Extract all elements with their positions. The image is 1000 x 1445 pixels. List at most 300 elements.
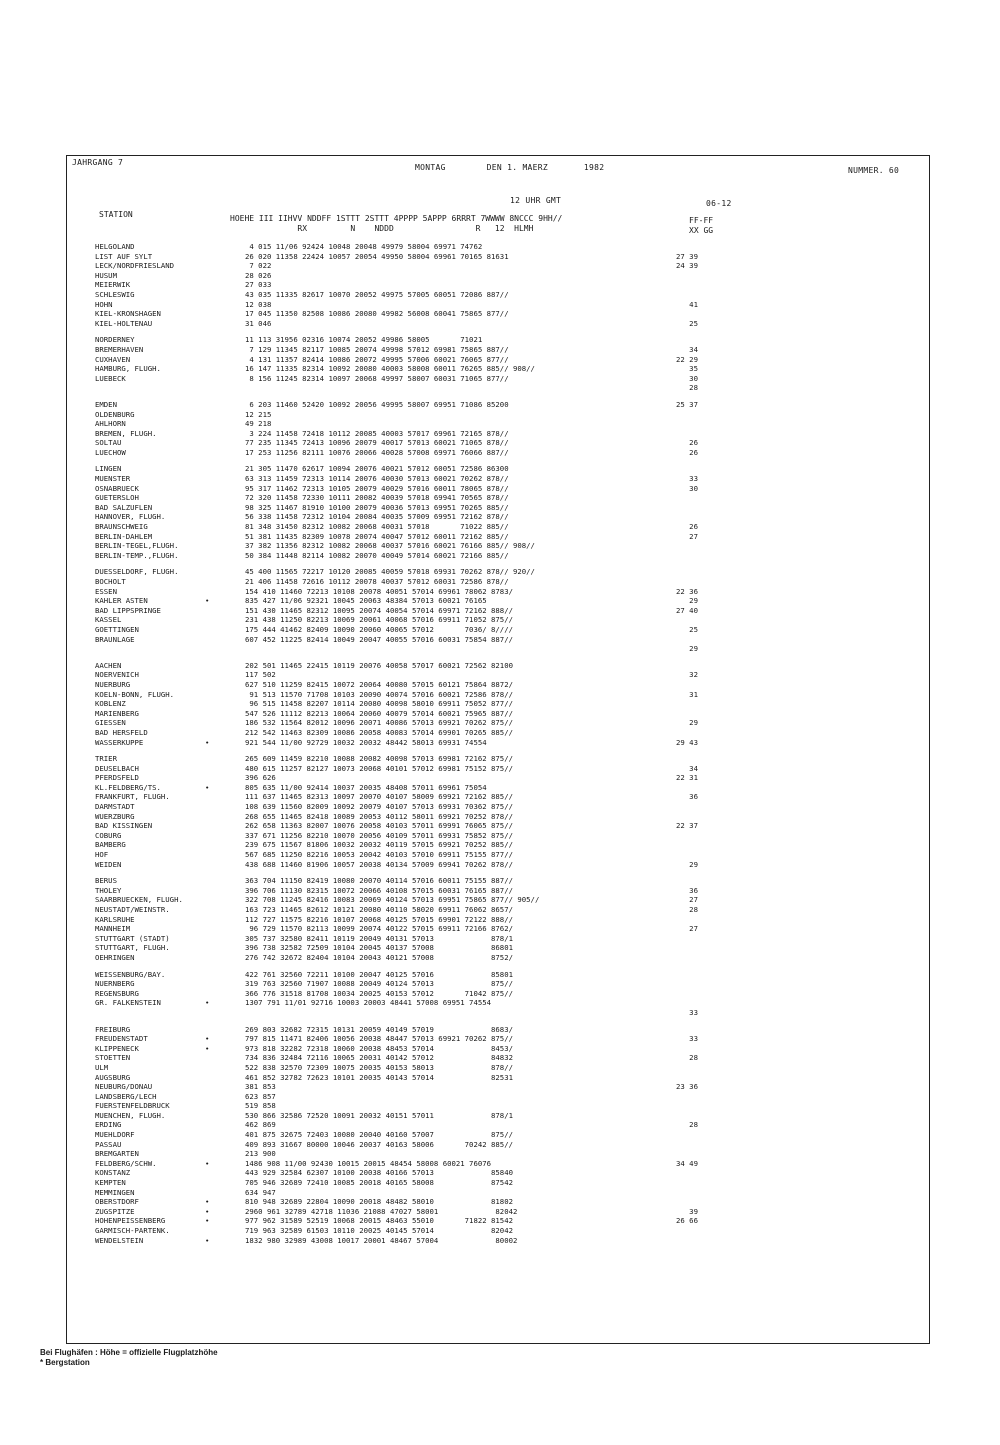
station-name: BOCHOLT xyxy=(95,577,126,586)
observation-codes: 810 948 32689 22804 10090 20018 48482 58010 81802 xyxy=(245,1197,513,1207)
observation-codes: 37 382 11356 82312 10082 20068 40037 57016 60021 76166 885// 908// xyxy=(245,541,535,551)
station-name: WUERZBURG xyxy=(95,811,135,821)
station-name: PASSAU xyxy=(95,1139,122,1149)
observation-codes: 7 022 xyxy=(245,261,272,271)
station-name: NEUBURG/DONAU xyxy=(95,1082,153,1092)
station-row xyxy=(95,1178,925,1188)
station-name: NORDERNEY xyxy=(95,335,135,345)
observation-codes: 921 544 11/00 92729 10032 20032 48442 58013 69931 74554 xyxy=(245,737,487,747)
station-row xyxy=(95,290,925,300)
wind-gust-values: 31 xyxy=(676,689,698,699)
station-name: AUGSBURG xyxy=(95,1072,131,1082)
station-row xyxy=(95,840,925,850)
observation-codes: 12 038 xyxy=(245,299,272,309)
station-name: BAD SALZUFLEN xyxy=(95,502,153,512)
mountain-station-marker: • xyxy=(205,998,210,1008)
observation-codes: 480 615 11257 82127 10073 20068 40101 57012 69981 75152 875// xyxy=(245,763,513,773)
wind-gust-values: 27 39 xyxy=(676,251,698,261)
observation-codes: 21 406 11458 72616 10112 20078 40037 57012 60031 72586 878// xyxy=(245,577,509,586)
station-column-header: STATION xyxy=(99,210,133,219)
station-name: WENDELSTEIN xyxy=(95,1235,144,1245)
station-name: BAD HERSFELD xyxy=(95,727,148,737)
station-row xyxy=(95,1053,925,1063)
wind-gust-values: 36 xyxy=(676,885,698,895)
station-row xyxy=(95,1063,925,1073)
station-row xyxy=(95,493,925,503)
mountain-station-marker: • xyxy=(205,737,210,747)
observation-codes: 276 742 32672 82404 10104 20043 40121 57008 8752/ xyxy=(245,952,513,962)
station-row xyxy=(95,924,925,934)
station-row xyxy=(95,374,925,384)
station-row xyxy=(95,718,925,728)
station-name: BERLIN-TEMP.,FLUGH. xyxy=(95,550,179,560)
station-row xyxy=(95,699,925,709)
station-row xyxy=(95,792,925,802)
station-row xyxy=(95,606,925,616)
station-name: KONSTANZ xyxy=(95,1168,131,1178)
station-name: ZUGSPITZE xyxy=(95,1206,135,1216)
observation-codes: 4 015 11/06 92424 10048 20048 49979 58004 69971 74762 xyxy=(245,242,483,251)
station-name: HANNOVER, FLUGH. xyxy=(95,512,166,522)
wind-gust-values: 29 xyxy=(676,644,698,654)
mountain-station-marker: • xyxy=(205,1206,210,1216)
station-row xyxy=(95,532,925,542)
observation-codes: 363 704 11150 82419 10080 20070 40114 57016 60011 75155 887// xyxy=(245,876,513,886)
station-name: KLIPPENECK xyxy=(95,1043,139,1053)
station-name: LANDSBERG/LECH xyxy=(95,1091,157,1101)
wind-gust-values: 28 xyxy=(676,905,698,914)
station-row xyxy=(95,1082,925,1092)
mountain-station-marker: • xyxy=(205,1043,210,1053)
station-row xyxy=(95,850,925,860)
station-name: WEIDEN xyxy=(95,859,122,869)
station-name: MUEHLDORF xyxy=(95,1130,135,1140)
station-row xyxy=(95,783,925,793)
station-name: BAD KISSINGEN xyxy=(95,821,153,831)
station-row xyxy=(95,615,925,625)
station-group xyxy=(95,661,925,747)
footnote-mountain-station: * Bergstation xyxy=(40,1358,90,1367)
observation-codes: 96 515 11458 82207 10114 20080 40098 58010 69911 75052 877// xyxy=(245,699,513,709)
observation-codes: 623 857 xyxy=(245,1091,276,1101)
observation-codes: 95 317 11462 72313 10105 20079 40029 57016 60011 78065 878// xyxy=(245,483,509,493)
station-row xyxy=(95,1149,925,1159)
station-name: HUSUM xyxy=(95,270,117,280)
station-name: THOLEY xyxy=(95,885,122,895)
wind-gust-values: 34 xyxy=(676,763,698,773)
wind-gust-values: 25 xyxy=(676,624,698,634)
wind-gust-values: 27 40 xyxy=(676,605,698,615)
station-name: LECK/NORDFRIESLAND xyxy=(95,261,175,271)
station-row xyxy=(95,970,925,980)
station-name: GR. FALKENSTEIN xyxy=(95,998,161,1008)
station-name: ULM xyxy=(95,1062,109,1072)
observation-codes: 422 761 32560 72211 10100 20047 40125 57016 85801 xyxy=(245,969,513,979)
station-row xyxy=(95,764,925,774)
station-name: BERLIN-DAHLEM xyxy=(95,531,153,541)
station-name: OBERSTDORF xyxy=(95,1197,139,1207)
observation-codes: 112 727 11575 82216 10107 20068 40125 57015 69901 72122 888// xyxy=(245,914,513,924)
issue-number: NUMMER. 60 xyxy=(848,166,900,175)
observation-codes: 443 929 32584 62307 10100 20038 40166 57013 85840 xyxy=(245,1168,513,1178)
station-group xyxy=(95,242,925,328)
wind-gust-values: 34 49 xyxy=(676,1158,698,1168)
station-row xyxy=(95,1168,925,1178)
observation-codes: 973 818 32282 72318 10060 20038 48453 57014 8453/ xyxy=(245,1043,513,1053)
station-row xyxy=(95,661,925,671)
observation-codes: 734 836 32484 72116 10065 20031 40142 57012 84832 xyxy=(245,1053,513,1063)
station-row xyxy=(95,464,925,474)
wind-gust-values: 22 31 xyxy=(676,773,698,783)
wind-gust-values: 25 xyxy=(676,318,698,328)
wind-gust-values: 29 xyxy=(676,859,698,869)
station-name: HOHN xyxy=(95,299,113,309)
station-name: REGENSBURG xyxy=(95,988,139,998)
mountain-station-marker: • xyxy=(205,1235,210,1245)
station-row xyxy=(95,484,925,494)
station-row xyxy=(95,319,925,329)
station-name: DUESSELDORF, FLUGH. xyxy=(95,567,179,577)
station-row xyxy=(95,754,925,764)
station-row xyxy=(95,261,925,271)
station-name: WASSERKUPPE xyxy=(95,737,144,747)
station-name: KIEL-HOLTENAU xyxy=(95,318,153,328)
station-name: BERUS xyxy=(95,876,117,886)
observation-codes: 319 763 32560 71907 10088 20049 40124 57013 875// xyxy=(245,979,513,989)
station-row xyxy=(95,400,925,410)
station-row xyxy=(95,1111,925,1121)
observation-codes: 6 203 11460 52420 10092 20056 49995 58007 69951 71086 85200 xyxy=(245,399,509,409)
station-row xyxy=(95,242,925,252)
wind-gust-values: 29 xyxy=(676,718,698,728)
station-row xyxy=(95,1092,925,1102)
observation-codes: 627 510 11259 82415 10072 20064 40080 57015 60121 75864 8872/ xyxy=(245,679,513,689)
observation-codes: 49 218 xyxy=(245,419,272,429)
mountain-station-marker: • xyxy=(205,1216,210,1226)
station-name: MUENCHEN, FLUGH. xyxy=(95,1110,166,1120)
station-name: BERLIN-TEGEL,FLUGH. xyxy=(95,541,179,551)
observation-codes: 977 962 31589 52519 10068 20015 48463 55010 71822 81542 xyxy=(245,1216,513,1226)
station-name: GUETERSLOH xyxy=(95,493,139,503)
station-row xyxy=(95,943,925,953)
wind-gust-values: 26 xyxy=(676,447,698,457)
observation-codes: 12 215 xyxy=(245,409,272,419)
observation-codes: 151 430 11465 82312 10095 20074 40054 57014 69971 72162 888// xyxy=(245,605,513,615)
station-row xyxy=(95,895,925,905)
station-name: BREMEN, FLUGH. xyxy=(95,428,157,438)
station-name: GOETTINGEN xyxy=(95,624,139,634)
station-row xyxy=(95,934,925,944)
station-row xyxy=(95,1159,925,1169)
wind-gust-values: 39 xyxy=(676,1206,698,1216)
wind-gust-values: 29 43 xyxy=(676,737,698,747)
station-row xyxy=(95,709,925,719)
observation-codes: 16 147 11335 82314 10092 20080 40003 58008 60011 76265 885// 908// xyxy=(245,364,535,374)
station-row xyxy=(95,812,925,822)
station-row xyxy=(95,309,925,319)
wind-gust-values: 26 xyxy=(676,438,698,448)
station-row xyxy=(95,1025,925,1035)
mountain-station-marker: • xyxy=(205,782,210,792)
observation-codes: 607 452 11225 82414 10049 20047 40055 57016 60031 75854 887// xyxy=(245,634,513,644)
station-name: NUERNBERG xyxy=(95,979,135,989)
station-row xyxy=(95,410,925,420)
station-row xyxy=(95,1207,925,1217)
observation-codes: 1307 791 11/01 92716 10003 20003 48441 57008 69951 74554 xyxy=(245,998,492,1008)
observation-codes: 265 609 11459 82210 10088 20082 40098 57013 69981 72162 875// xyxy=(245,754,513,764)
observation-codes: 96 729 11570 82113 10099 20074 40122 57015 69911 72166 8762/ xyxy=(245,924,513,934)
station-row xyxy=(95,1188,925,1198)
observation-codes: 567 685 11250 82216 10053 20042 40103 57010 69911 75155 877// xyxy=(245,850,513,860)
observation-codes: 797 815 11471 82406 10056 20038 48447 57013 69921 70262 875// xyxy=(245,1034,513,1044)
observation-codes: 111 637 11465 82313 10097 20070 40107 58009 69921 72162 885// xyxy=(245,792,513,802)
observation-codes: 11 113 31956 02316 10074 20052 49986 58005 71021 xyxy=(245,335,483,345)
station-group xyxy=(95,335,925,393)
station-name: TRIER xyxy=(95,754,117,764)
observation-codes: 8 156 11245 82314 10097 20068 49997 58007 60031 71065 877// xyxy=(245,373,509,383)
observation-codes: 27 033 xyxy=(245,280,272,290)
observation-codes: 50 384 11448 82114 10082 20070 40049 57014 60021 72166 885// xyxy=(245,550,509,560)
wind-gust-values: 29 xyxy=(676,596,698,606)
wind-gust-values: 30 xyxy=(676,483,698,493)
observation-codes: 2960 961 32789 42718 11036 21088 47027 58001 82042 xyxy=(245,1206,518,1216)
station-name: HOF xyxy=(95,850,109,860)
station-row xyxy=(95,860,925,870)
wind-gust-values: 22 36 xyxy=(676,586,698,596)
observation-codes: 835 427 11/06 92321 10045 20063 48384 57013 60021 76165 xyxy=(245,596,487,606)
station-name: KASSEL xyxy=(95,615,122,625)
station-row xyxy=(95,512,925,522)
observation-codes: 51 381 11435 82309 10078 20074 40047 57012 60011 72162 885// xyxy=(245,531,509,541)
wind-gust-values: 30 xyxy=(676,373,698,383)
ff-header-line-2: XX GG xyxy=(689,226,714,235)
station-name: DEUSELBACH xyxy=(95,763,139,773)
observation-codes: 175 444 41462 82409 10090 20060 40065 57012 7036/ 8//// xyxy=(245,624,513,634)
station-name: GARMISCH-PARTENK. xyxy=(95,1226,170,1235)
station-name: ESSEN xyxy=(95,586,117,596)
station-row xyxy=(95,680,925,690)
station-row xyxy=(95,773,925,783)
station-row xyxy=(95,419,925,429)
ff-header-line-1: FF-FF xyxy=(689,216,714,225)
wind-gust-values: 26 66 xyxy=(676,1216,698,1226)
station-name: EMDEN xyxy=(95,399,117,409)
observation-codes: 212 542 11463 82309 10086 20058 40083 57014 69901 70265 885// xyxy=(245,727,513,737)
observation-codes: 163 723 11465 82612 10121 20080 40110 58020 69911 76062 8657/ xyxy=(245,905,513,914)
station-name: HELGOLAND xyxy=(95,242,135,251)
station-name: BREMERHAVEN xyxy=(95,344,144,354)
observation-codes: 17 253 11256 82111 10076 20066 40028 57008 69971 76066 887// xyxy=(245,447,509,457)
wind-gust-values: 33 xyxy=(676,1034,698,1044)
observation-codes: 43 035 11335 82617 10070 20052 49975 57005 60051 72086 887// xyxy=(245,289,509,299)
station-name: LUEBECK xyxy=(95,373,126,383)
observation-codes: 28 026 xyxy=(245,270,272,280)
observation-codes: 117 502 xyxy=(245,670,276,680)
observation-codes: 366 776 31518 81708 10034 20025 40153 57012 71042 875// xyxy=(245,988,513,998)
station-name: STOETTEN xyxy=(95,1053,131,1063)
station-row xyxy=(95,1197,925,1207)
observation-codes: 462 869 xyxy=(245,1120,276,1130)
station-name: HOHENPEISSENBERG xyxy=(95,1216,166,1226)
mountain-station-marker: • xyxy=(205,1158,210,1168)
station-row xyxy=(95,300,925,310)
station-name: AHLHORN xyxy=(95,419,126,429)
station-name: LIST AUF SYLT xyxy=(95,251,153,261)
wind-gust-values: 22 37 xyxy=(676,821,698,831)
station-row xyxy=(95,1130,925,1140)
station-group xyxy=(95,754,925,869)
station-row xyxy=(95,596,925,606)
station-row xyxy=(95,541,925,551)
station-row xyxy=(95,635,925,645)
station-name: BAMBERG xyxy=(95,840,126,850)
station-row xyxy=(95,886,925,896)
station-row xyxy=(95,271,925,281)
station-name: LUECHOW xyxy=(95,447,126,457)
observation-codes: 268 655 11465 82418 10089 20053 40112 58011 69921 70252 878// xyxy=(245,811,513,821)
station-name: MANNHEIM xyxy=(95,924,131,934)
station-name: MEIERWIK xyxy=(95,280,131,290)
station-name: KL.FELDBERG/TS. xyxy=(95,782,161,792)
observation-codes: 186 532 11564 82012 10096 20071 40086 57013 69921 70262 875// xyxy=(245,718,513,728)
observation-codes: 547 526 11112 82213 10064 20060 40079 57014 60021 75965 887// xyxy=(245,708,513,718)
station-row xyxy=(95,1008,925,1018)
mountain-station-marker: • xyxy=(205,1197,210,1207)
observation-codes: 45 400 11565 72217 10120 20085 40059 57018 69931 70262 878// 920// xyxy=(245,567,535,577)
station-row xyxy=(95,503,925,513)
station-group xyxy=(95,400,925,458)
station-name: BREMGARTEN xyxy=(95,1149,139,1159)
wind-gust-values: 33 xyxy=(676,474,698,484)
observation-codes: 63 313 11459 72313 10114 20076 40030 57013 60021 70262 878// xyxy=(245,474,509,484)
station-name: FREUDENSTADT xyxy=(95,1034,148,1044)
wind-gust-values: 22 29 xyxy=(676,354,698,364)
station-row xyxy=(95,1226,925,1236)
wind-gust-values: 27 xyxy=(676,531,698,541)
station-row xyxy=(95,383,925,393)
station-name: SCHLESWIG xyxy=(95,289,135,299)
station-row xyxy=(95,876,925,886)
station-name: OLDENBURG xyxy=(95,409,135,419)
station-name: ERDING xyxy=(95,1120,122,1130)
observation-codes: 56 338 11458 72312 10104 20084 40035 57009 69951 72162 878// xyxy=(245,512,509,522)
station-group xyxy=(95,876,925,962)
station-name: HAMBURG, FLUGH. xyxy=(95,364,161,374)
station-row xyxy=(95,551,925,561)
observation-codes: 396 738 32582 72509 10104 20045 40137 57008 86801 xyxy=(245,943,513,953)
station-row xyxy=(95,1034,925,1044)
station-row xyxy=(95,979,925,989)
observation-codes: 269 803 32682 72315 10131 20059 40149 57019 8683/ xyxy=(245,1024,513,1034)
station-row xyxy=(95,345,925,355)
observation-codes: 7 129 11345 82117 10085 20074 49998 57012 69981 75865 887// xyxy=(245,344,509,354)
observation-codes: 154 410 11460 72213 10108 20078 40051 57014 69961 78062 8783/ xyxy=(245,586,513,596)
observation-codes: 26 020 11358 22424 10057 20054 49950 58004 69961 70165 81631 xyxy=(245,251,509,261)
station-row xyxy=(95,252,925,262)
observation-time: 12 UHR GMT xyxy=(510,196,562,205)
wind-gust-values: 25 37 xyxy=(676,399,698,409)
station-name: MARIENBERG xyxy=(95,708,139,718)
volume-label: JAHRGANG 7 xyxy=(72,158,124,167)
observation-codes: 77 235 11345 72413 10096 20079 40017 57013 60021 71065 878// xyxy=(245,438,509,448)
station-row xyxy=(95,998,925,1008)
station-name: DARMSTADT xyxy=(95,802,135,812)
observation-codes: 81 348 31450 82312 10082 20068 40031 57018 71022 885// xyxy=(245,522,509,532)
station-row xyxy=(95,474,925,484)
station-row xyxy=(95,577,925,587)
mountain-station-marker: • xyxy=(205,1034,210,1044)
station-row xyxy=(95,1044,925,1054)
wind-gust-values: 26 xyxy=(676,522,698,532)
station-row xyxy=(95,1101,925,1111)
wind-gust-values: 28 xyxy=(676,1120,698,1130)
time-range: 06-12 xyxy=(706,199,732,208)
station-name: STUTTGART (STADT) xyxy=(95,933,170,943)
observation-codes: 202 501 11465 22415 10119 20076 40058 57017 60021 72562 82100 xyxy=(245,660,513,670)
station-row xyxy=(95,280,925,290)
wind-gust-values: 41 xyxy=(676,299,698,309)
observation-codes: 1832 980 32989 43008 10017 20001 48467 57004 80002 xyxy=(245,1235,518,1245)
station-name: OEHRINGEN xyxy=(95,952,135,962)
wind-gust-values: 33 xyxy=(676,1007,698,1017)
observation-codes: 719 963 32589 61503 10110 20025 40145 57014 82042 xyxy=(245,1226,513,1235)
station-table xyxy=(95,242,925,1252)
station-row xyxy=(95,953,925,963)
station-name: FUERSTENFELDBRUCK xyxy=(95,1101,170,1111)
station-row xyxy=(95,644,925,654)
station-row xyxy=(95,1120,925,1130)
wind-gust-values: 36 xyxy=(676,792,698,802)
observation-codes: 31 046 xyxy=(245,318,272,328)
observation-codes: 305 737 32580 82411 10119 20049 40131 57013 878/1 xyxy=(245,933,513,943)
station-name: BRAUNSCHWEIG xyxy=(95,522,148,532)
observation-codes: 3 224 11458 72418 10112 20085 40003 57017 69961 72165 878// xyxy=(245,428,509,438)
station-name: COBURG xyxy=(95,830,122,840)
station-name: FREIBURG xyxy=(95,1024,131,1034)
station-row xyxy=(95,670,925,680)
observation-codes: 530 866 32586 72520 10091 20032 40151 57011 878/1 xyxy=(245,1110,513,1120)
observation-codes: 805 635 11/00 92414 10037 20035 48408 57011 69961 75054 xyxy=(245,782,487,792)
station-row xyxy=(95,448,925,458)
station-name: LINGEN xyxy=(95,464,122,474)
observation-codes: 21 305 11470 62617 10094 20076 40021 57012 60051 72586 86300 xyxy=(245,464,509,474)
code-header-line-1: HOEHE III IIHVV NDDFF 1STTT 2STTT 4PPPP 5APPP 6RRRT 7WWWW 8NCCC 9HH// xyxy=(230,214,563,223)
station-name: KIEL-KRONSHAGEN xyxy=(95,309,161,319)
wind-gust-values: 23 36 xyxy=(676,1082,698,1092)
observation-codes: 1486 908 11/00 92430 10015 20015 48454 58008 60021 76076 xyxy=(245,1158,492,1168)
station-name: MUENSTER xyxy=(95,474,131,484)
observation-codes: 4 131 11357 82414 10086 20072 49995 57006 60021 76065 877// xyxy=(245,354,509,364)
mountain-station-marker: • xyxy=(205,596,210,606)
station-name: BRAUNLAGE xyxy=(95,634,135,644)
observation-codes: 231 438 11250 82213 10069 20061 40068 57016 69911 71052 875// xyxy=(245,615,513,625)
station-name: WEISSENBURG/BAY. xyxy=(95,969,166,979)
observation-codes: 401 875 32675 72403 10080 20040 40160 57007 875// xyxy=(245,1130,513,1140)
station-row xyxy=(95,625,925,635)
station-group xyxy=(95,970,925,1018)
observation-codes: 98 325 11467 81910 10100 20079 40036 57013 69951 70265 885// xyxy=(245,502,509,512)
station-name: BAD LIPPSPRINGE xyxy=(95,605,161,615)
station-row xyxy=(95,1216,925,1226)
station-name: PFERDSFELD xyxy=(95,773,139,783)
observation-codes: 239 675 11567 81806 10032 20032 40119 57015 69921 70252 885// xyxy=(245,840,513,850)
station-name: MEMMINGEN xyxy=(95,1187,135,1197)
observation-codes: 72 320 11458 72330 10111 20082 40039 57018 69941 70565 878// xyxy=(245,493,509,503)
wind-gust-values: 24 39 xyxy=(676,261,698,271)
station-row xyxy=(95,522,925,532)
observation-codes: 337 671 11256 82210 10070 20056 40109 57011 69931 75852 875// xyxy=(245,830,513,840)
wind-gust-values: 27 xyxy=(676,924,698,934)
